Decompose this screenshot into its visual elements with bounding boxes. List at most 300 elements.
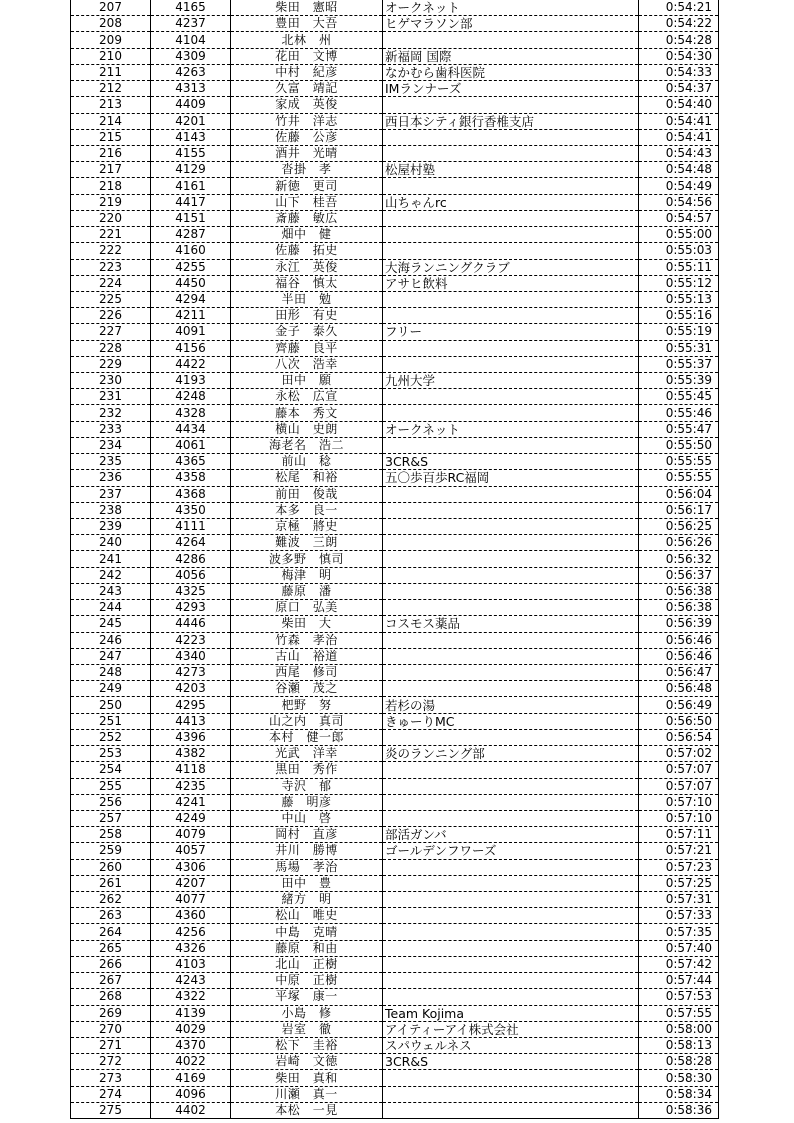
time-cell: 0:54:28 (639, 32, 719, 48)
time-cell: 0:55:19 (639, 324, 719, 340)
rank-cell: 267 (71, 973, 151, 989)
rank-cell: 207 (71, 0, 151, 16)
rank-cell: 238 (71, 502, 151, 518)
name-cell: 前山 稔 (231, 454, 383, 470)
rank-cell: 259 (71, 843, 151, 859)
name-cell: 難波 三朗 (231, 535, 383, 551)
team-cell (383, 729, 639, 745)
table-row (71, 908, 719, 924)
time-cell: 0:56:38 (639, 600, 719, 616)
time-cell: 0:56:49 (639, 697, 719, 713)
name-cell: 田中 豊 (231, 875, 383, 891)
team-cell (383, 632, 639, 648)
table-row (71, 1102, 719, 1118)
table-row (71, 616, 719, 632)
team-cell (383, 924, 639, 940)
table-row (71, 291, 719, 307)
team-cell (383, 389, 639, 405)
team-cell (383, 794, 639, 810)
time-cell: 0:54:37 (639, 81, 719, 97)
time-cell: 0:57:55 (639, 1005, 719, 1021)
time-cell: 0:57:42 (639, 956, 719, 972)
bib-cell: 4422 (151, 356, 231, 372)
name-cell: 梅津 明 (231, 567, 383, 583)
name-cell: 竹森 孝治 (231, 632, 383, 648)
table-row (71, 1070, 719, 1086)
time-cell: 0:55:55 (639, 454, 719, 470)
time-cell: 0:54:21 (639, 0, 719, 16)
results-sheet (70, 0, 718, 1119)
bib-cell: 4237 (151, 16, 231, 32)
time-cell: 0:54:49 (639, 178, 719, 194)
rank-cell: 268 (71, 989, 151, 1005)
time-cell: 0:55:55 (639, 470, 719, 486)
team-cell: アイティーアイ株式会社 (383, 1021, 639, 1037)
name-cell: 谷瀬 茂之 (231, 681, 383, 697)
results-rows (71, 0, 719, 1119)
rank-cell: 247 (71, 648, 151, 664)
name-cell: 藤原 和由 (231, 940, 383, 956)
name-cell: 横山 史朗 (231, 421, 383, 437)
rank-cell: 272 (71, 1054, 151, 1070)
rank-cell: 208 (71, 16, 151, 32)
team-cell: 3CR&S (383, 454, 639, 470)
name-cell: 川瀬 真一 (231, 1086, 383, 1102)
bib-cell: 4287 (151, 227, 231, 243)
name-cell: 酒井 光晴 (231, 145, 383, 161)
time-cell: 0:56:50 (639, 713, 719, 729)
rank-cell: 262 (71, 892, 151, 908)
name-cell: 豊田 大吾 (231, 16, 383, 32)
name-cell: 柴田 大 (231, 616, 383, 632)
table-row (71, 389, 719, 405)
name-cell: 山之内 真司 (231, 713, 383, 729)
bib-cell: 4022 (151, 1054, 231, 1070)
rank-cell: 240 (71, 535, 151, 551)
rank-cell: 223 (71, 259, 151, 275)
rank-cell: 219 (71, 194, 151, 210)
table-row (71, 97, 719, 113)
time-cell: 0:57:23 (639, 859, 719, 875)
team-cell (383, 356, 639, 372)
time-cell: 0:58:36 (639, 1102, 719, 1118)
bib-cell: 4091 (151, 324, 231, 340)
rank-cell: 256 (71, 794, 151, 810)
time-cell: 0:57:40 (639, 940, 719, 956)
team-cell (383, 32, 639, 48)
rank-cell: 230 (71, 373, 151, 389)
name-cell: 花田 文博 (231, 48, 383, 64)
team-cell: なかむら歯科医院 (383, 64, 639, 80)
name-cell: 波多野 慎司 (231, 551, 383, 567)
team-cell (383, 340, 639, 356)
table-row (71, 729, 719, 745)
table-row (71, 227, 719, 243)
time-cell: 0:55:03 (639, 243, 719, 259)
name-cell: 黒田 秀作 (231, 762, 383, 778)
bib-cell: 4409 (151, 97, 231, 113)
time-cell: 0:57:02 (639, 746, 719, 762)
name-cell: 中山 啓 (231, 810, 383, 826)
name-cell: 八次 浩幸 (231, 356, 383, 372)
time-cell: 0:54:56 (639, 194, 719, 210)
time-cell: 0:56:46 (639, 632, 719, 648)
table-row (71, 421, 719, 437)
time-cell: 0:57:33 (639, 908, 719, 924)
team-cell (383, 1102, 639, 1118)
team-cell: 九州大学 (383, 373, 639, 389)
rank-cell: 210 (71, 48, 151, 64)
name-cell: 中島 克晴 (231, 924, 383, 940)
name-cell: 柴田 憲昭 (231, 0, 383, 16)
table-row (71, 243, 719, 259)
team-cell: きゅーりMC (383, 713, 639, 729)
rank-cell: 251 (71, 713, 151, 729)
name-cell: 藤 明彦 (231, 794, 383, 810)
time-cell: 0:58:13 (639, 1038, 719, 1054)
bib-cell: 4286 (151, 551, 231, 567)
time-cell: 0:57:44 (639, 973, 719, 989)
bib-cell: 4104 (151, 32, 231, 48)
rank-cell: 209 (71, 32, 151, 48)
rank-cell: 273 (71, 1070, 151, 1086)
rank-cell: 239 (71, 519, 151, 535)
bib-cell: 4263 (151, 64, 231, 80)
bib-cell: 4248 (151, 389, 231, 405)
bib-cell: 4370 (151, 1038, 231, 1054)
team-cell: 五〇歩百歩RC福岡 (383, 470, 639, 486)
team-cell (383, 210, 639, 226)
time-cell: 0:57:07 (639, 762, 719, 778)
name-cell: 齊藤 良平 (231, 340, 383, 356)
table-row (71, 713, 719, 729)
bib-cell: 4057 (151, 843, 231, 859)
team-cell (383, 859, 639, 875)
bib-cell: 4207 (151, 875, 231, 891)
team-cell: 西日本シティ銀行香椎支店 (383, 113, 639, 129)
time-cell: 0:56:25 (639, 519, 719, 535)
bib-cell: 4129 (151, 162, 231, 178)
team-cell: IMランナーズ (383, 81, 639, 97)
time-cell: 0:56:04 (639, 486, 719, 502)
rank-cell: 232 (71, 405, 151, 421)
rank-cell: 252 (71, 729, 151, 745)
name-cell: 斎藤 敏広 (231, 210, 383, 226)
rank-cell: 233 (71, 421, 151, 437)
table-row (71, 551, 719, 567)
name-cell: 原口 弘美 (231, 600, 383, 616)
table-row (71, 810, 719, 826)
table-row (71, 162, 719, 178)
bib-cell: 4328 (151, 405, 231, 421)
team-cell (383, 892, 639, 908)
name-cell: 海老名 浩二 (231, 437, 383, 453)
table-row (71, 875, 719, 891)
time-cell: 0:54:33 (639, 64, 719, 80)
time-cell: 0:54:40 (639, 97, 719, 113)
name-cell: 家成 英俊 (231, 97, 383, 113)
table-row (71, 892, 719, 908)
table-row (71, 470, 719, 486)
name-cell: 平塚 康一 (231, 989, 383, 1005)
time-cell: 0:55:39 (639, 373, 719, 389)
bib-cell: 4029 (151, 1021, 231, 1037)
bib-cell: 4358 (151, 470, 231, 486)
table-row (71, 129, 719, 145)
rank-cell: 263 (71, 908, 151, 924)
rank-cell: 253 (71, 746, 151, 762)
rank-cell: 257 (71, 810, 151, 826)
rank-cell: 229 (71, 356, 151, 372)
team-cell (383, 778, 639, 794)
team-cell (383, 308, 639, 324)
table-row (71, 843, 719, 859)
table-row (71, 956, 719, 972)
rank-cell: 220 (71, 210, 151, 226)
bib-cell: 4340 (151, 648, 231, 664)
rank-cell: 216 (71, 145, 151, 161)
rank-cell: 227 (71, 324, 151, 340)
rank-cell: 241 (71, 551, 151, 567)
name-cell: 佐藤 公彦 (231, 129, 383, 145)
bib-cell: 4079 (151, 827, 231, 843)
bib-cell: 4306 (151, 859, 231, 875)
time-cell: 0:57:10 (639, 794, 719, 810)
bib-cell: 4293 (151, 600, 231, 616)
rank-cell: 266 (71, 956, 151, 972)
team-cell: 3CR&S (383, 1054, 639, 1070)
bib-cell: 4402 (151, 1102, 231, 1118)
name-cell: 山下 桂吾 (231, 194, 383, 210)
rank-cell: 255 (71, 778, 151, 794)
bib-cell: 4264 (151, 535, 231, 551)
rank-cell: 244 (71, 600, 151, 616)
team-cell (383, 486, 639, 502)
team-cell: 松屋村塾 (383, 162, 639, 178)
table-row (71, 0, 719, 16)
table-row (71, 762, 719, 778)
table-row (71, 373, 719, 389)
table-row (71, 664, 719, 680)
table-row (71, 924, 719, 940)
name-cell: 藤本 秀文 (231, 405, 383, 421)
bib-cell: 4139 (151, 1005, 231, 1021)
time-cell: 0:58:34 (639, 1086, 719, 1102)
time-cell: 0:56:26 (639, 535, 719, 551)
name-cell: 西尾 修司 (231, 664, 383, 680)
table-row (71, 535, 719, 551)
bib-cell: 4325 (151, 583, 231, 599)
name-cell: 中原 正樹 (231, 973, 383, 989)
team-cell: オークネット (383, 0, 639, 16)
time-cell: 0:56:48 (639, 681, 719, 697)
time-cell: 0:55:00 (639, 227, 719, 243)
name-cell: 新徳 更司 (231, 178, 383, 194)
bib-cell: 4326 (151, 940, 231, 956)
table-row (71, 1054, 719, 1070)
table-row (71, 989, 719, 1005)
rank-cell: 245 (71, 616, 151, 632)
rank-cell: 260 (71, 859, 151, 875)
rank-cell: 214 (71, 113, 151, 129)
time-cell: 0:56:39 (639, 616, 719, 632)
bib-cell: 4309 (151, 48, 231, 64)
bib-cell: 4169 (151, 1070, 231, 1086)
bib-cell: 4077 (151, 892, 231, 908)
name-cell: 半田 勉 (231, 291, 383, 307)
name-cell: 永江 英俊 (231, 259, 383, 275)
name-cell: 本村 健一郎 (231, 729, 383, 745)
rank-cell: 225 (71, 291, 151, 307)
table-row (71, 827, 719, 843)
table-row (71, 454, 719, 470)
name-cell: 岩室 徹 (231, 1021, 383, 1037)
table-row (71, 1005, 719, 1021)
table-row (71, 697, 719, 713)
rank-cell: 235 (71, 454, 151, 470)
table-row (71, 324, 719, 340)
team-cell: アサヒ飲料 (383, 275, 639, 291)
time-cell: 0:57:21 (639, 843, 719, 859)
table-row (71, 940, 719, 956)
table-row (71, 16, 719, 32)
bib-cell: 4256 (151, 924, 231, 940)
team-cell (383, 908, 639, 924)
table-row (71, 437, 719, 453)
table-row (71, 178, 719, 194)
bib-cell: 4446 (151, 616, 231, 632)
bib-cell: 4111 (151, 519, 231, 535)
table-row (71, 1086, 719, 1102)
table-row (71, 113, 719, 129)
rank-cell: 222 (71, 243, 151, 259)
bib-cell: 4223 (151, 632, 231, 648)
team-cell: ヒゲマラソン部 (383, 16, 639, 32)
team-cell (383, 810, 639, 826)
team-cell: ゴールデンフワーズ (383, 843, 639, 859)
table-row (71, 600, 719, 616)
rank-cell: 236 (71, 470, 151, 486)
team-cell: フリー (383, 324, 639, 340)
bib-cell: 4322 (151, 989, 231, 1005)
time-cell: 0:56:37 (639, 567, 719, 583)
table-row (71, 145, 719, 161)
rank-cell: 242 (71, 567, 151, 583)
time-cell: 0:55:50 (639, 437, 719, 453)
bib-cell: 4056 (151, 567, 231, 583)
name-cell: 柴田 真和 (231, 1070, 383, 1086)
time-cell: 0:55:12 (639, 275, 719, 291)
rank-cell: 217 (71, 162, 151, 178)
team-cell (383, 129, 639, 145)
name-cell: 沓掛 孝 (231, 162, 383, 178)
team-cell (383, 145, 639, 161)
bib-cell: 4243 (151, 973, 231, 989)
table-row (71, 340, 719, 356)
team-cell: 部活ガンバ (383, 827, 639, 843)
bib-cell: 4413 (151, 713, 231, 729)
time-cell: 0:56:46 (639, 648, 719, 664)
table-row (71, 1021, 719, 1037)
rank-cell: 254 (71, 762, 151, 778)
bib-cell: 4096 (151, 1086, 231, 1102)
table-row (71, 356, 719, 372)
time-cell: 0:55:13 (639, 291, 719, 307)
name-cell: 田形 有史 (231, 308, 383, 324)
name-cell: 中村 紀彦 (231, 64, 383, 80)
table-row (71, 859, 719, 875)
table-row (71, 259, 719, 275)
time-cell: 0:54:43 (639, 145, 719, 161)
rank-cell: 269 (71, 1005, 151, 1021)
time-cell: 0:57:07 (639, 778, 719, 794)
name-cell: 古山 裕道 (231, 648, 383, 664)
name-cell: 松下 圭裕 (231, 1038, 383, 1054)
rank-cell: 228 (71, 340, 151, 356)
table-row (71, 32, 719, 48)
rank-cell: 231 (71, 389, 151, 405)
bib-cell: 4201 (151, 113, 231, 129)
table-row (71, 210, 719, 226)
bib-cell: 4294 (151, 291, 231, 307)
rank-cell: 258 (71, 827, 151, 843)
team-cell (383, 1086, 639, 1102)
team-cell: コスモス薬品 (383, 616, 639, 632)
rank-cell: 265 (71, 940, 151, 956)
team-cell (383, 681, 639, 697)
time-cell: 0:56:38 (639, 583, 719, 599)
bib-cell: 4143 (151, 129, 231, 145)
team-cell: 新福岡 国際 (383, 48, 639, 64)
time-cell: 0:55:46 (639, 405, 719, 421)
time-cell: 0:56:54 (639, 729, 719, 745)
name-cell: 緒方 明 (231, 892, 383, 908)
time-cell: 0:58:28 (639, 1054, 719, 1070)
name-cell: 前田 俊哉 (231, 486, 383, 502)
bib-cell: 4417 (151, 194, 231, 210)
name-cell: 寺沢 郁 (231, 778, 383, 794)
bib-cell: 4160 (151, 243, 231, 259)
rank-cell: 215 (71, 129, 151, 145)
bib-cell: 4350 (151, 502, 231, 518)
bib-cell: 4360 (151, 908, 231, 924)
time-cell: 0:54:30 (639, 48, 719, 64)
team-cell (383, 583, 639, 599)
team-cell (383, 502, 639, 518)
table-row (71, 681, 719, 697)
team-cell: 大海ランニングクラブ (383, 259, 639, 275)
name-cell: 北林 州 (231, 32, 383, 48)
bib-cell: 4273 (151, 664, 231, 680)
bib-cell: 4155 (151, 145, 231, 161)
time-cell: 0:56:32 (639, 551, 719, 567)
time-cell: 0:55:37 (639, 356, 719, 372)
time-cell: 0:58:00 (639, 1021, 719, 1037)
name-cell: 久富 靖記 (231, 81, 383, 97)
name-cell: 佐藤 拓史 (231, 243, 383, 259)
rank-cell: 270 (71, 1021, 151, 1037)
bib-cell: 4241 (151, 794, 231, 810)
name-cell: 北山 正樹 (231, 956, 383, 972)
name-cell: 松尾 和裕 (231, 470, 383, 486)
bib-cell: 4450 (151, 275, 231, 291)
team-cell (383, 973, 639, 989)
bib-cell: 4156 (151, 340, 231, 356)
name-cell: 福谷 慎太 (231, 275, 383, 291)
rank-cell: 261 (71, 875, 151, 891)
team-cell: 山ちゃんrc (383, 194, 639, 210)
name-cell: 馬場 孝治 (231, 859, 383, 875)
